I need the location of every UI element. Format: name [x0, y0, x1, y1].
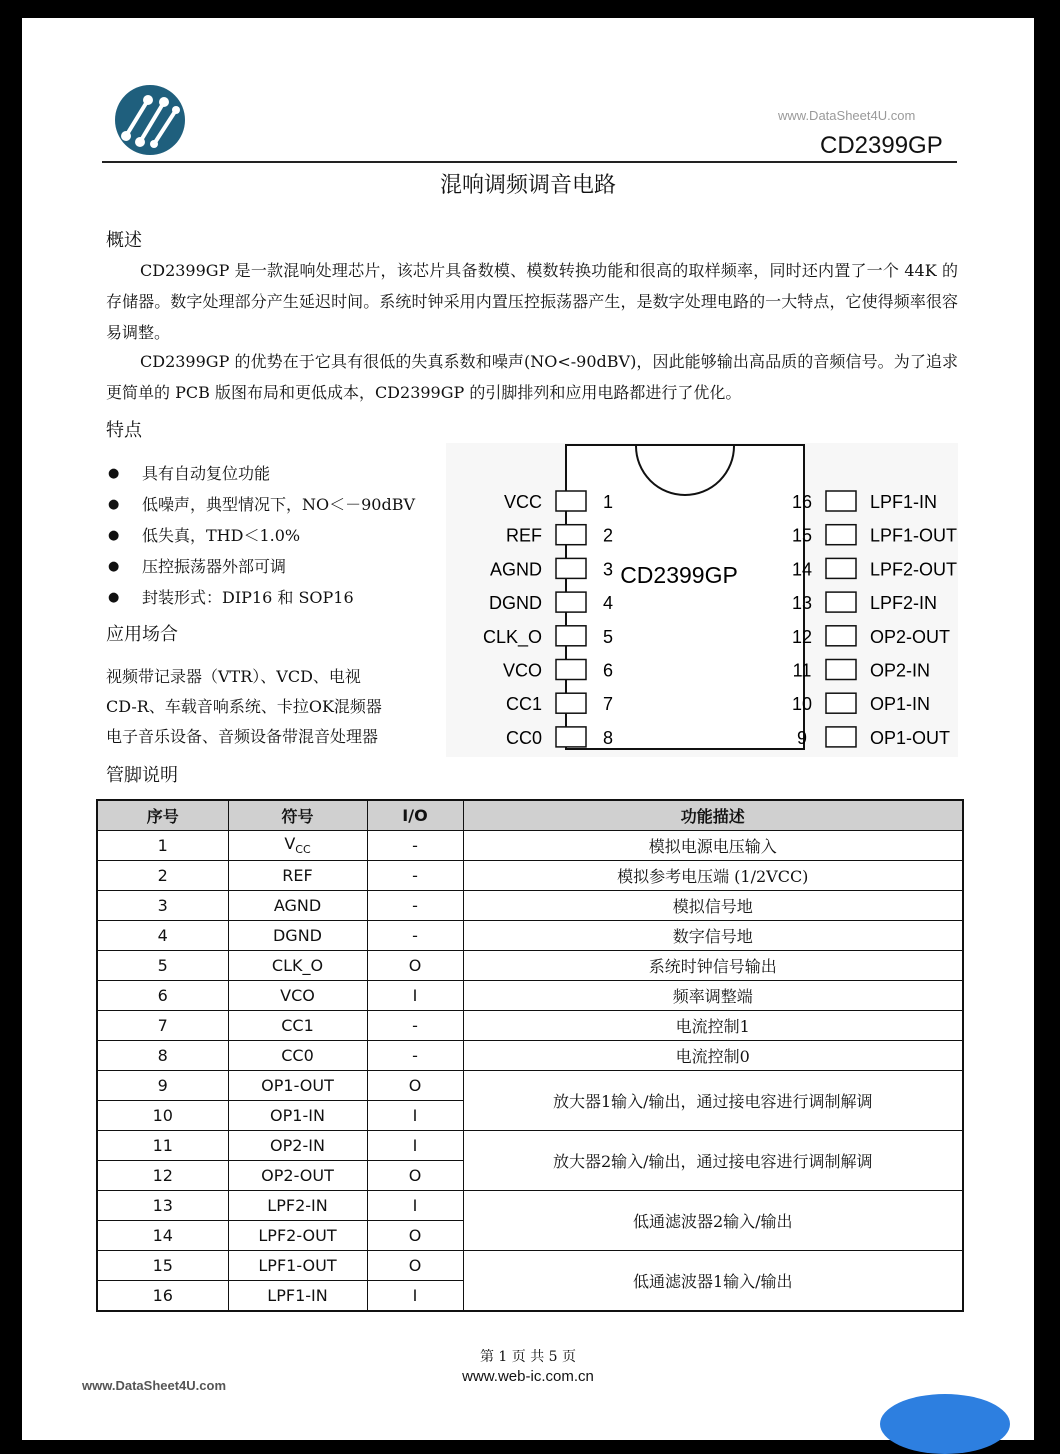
- pin-function-cell: 数字信号地: [463, 921, 963, 951]
- pin-box-right: [826, 592, 856, 612]
- pin-io-cell: I: [367, 1281, 463, 1312]
- pin-number-left: 2: [602, 525, 614, 546]
- pin-number-left: 1: [602, 492, 614, 512]
- overview-paragraph-1: CD2399GP 是一款混响处理芯片，该芯片具备数模、模数转换功能和很高的取样频率，同时还内置了一个 44K 的存储器。数字处理部分产生延迟时间。系统时钟采用内置压控振荡器产生，是数字处理电路的一大特点，它使得频率很容易调整。: [106, 261, 958, 342]
- pin-symbol-cell: [228, 831, 367, 861]
- pin-io-cell: -: [367, 921, 463, 951]
- pin-number-right: 14: [791, 559, 813, 580]
- pin-symbol-cell: [228, 1101, 367, 1131]
- pin-number-cell: 9: [97, 1071, 228, 1101]
- pin-name-left: CLK_O: [482, 626, 542, 647]
- column-header-number: 序号: [97, 800, 228, 831]
- pin-function-cell: 系统时钟信号输出: [463, 951, 963, 981]
- pin-number-cell: 3: [97, 891, 228, 921]
- pin-number-cell: 5: [97, 951, 228, 981]
- table-row: [97, 1071, 963, 1101]
- pin-box-right: [826, 491, 856, 511]
- pin-number-right: 11: [792, 660, 812, 681]
- pin-io-cell: O: [367, 1071, 463, 1101]
- feature-item: ● 封装形式：DIP16 和 SOP16: [108, 582, 448, 613]
- pin-box-left: [556, 660, 586, 680]
- pin-number-cell: 8: [97, 1041, 228, 1071]
- application-line: CD-R、车载音响系统、卡拉OK混频器: [106, 697, 382, 716]
- table-row: [97, 1131, 963, 1161]
- pin-symbol: REF: [282, 866, 313, 885]
- pin-function-cell: 模拟电源电压输入: [463, 831, 963, 861]
- pin-symbol-cell: [228, 1131, 367, 1161]
- pin-symbol: OP2-OUT: [261, 1166, 334, 1185]
- pin-symbol: AGND: [273, 896, 322, 915]
- pin-name-right: OP1-OUT: [870, 727, 951, 748]
- applications-text: [106, 662, 436, 752]
- table-row: [97, 1191, 963, 1221]
- pin-symbol: CLK_O: [271, 956, 324, 975]
- pin-name-left: VCO: [502, 660, 542, 681]
- pinout-diagram: [446, 443, 958, 757]
- pin-number-right: 12: [791, 626, 813, 647]
- feature-item: ● 低噪声，典型情况下，NO＜－90dBV: [108, 489, 448, 520]
- pin-symbol: V: [284, 834, 296, 854]
- pin-symbol-cell: [228, 1071, 367, 1101]
- table-row: [97, 951, 963, 981]
- pin-number-cell: 15: [97, 1251, 228, 1281]
- pin-symbol: CC0: [281, 1046, 314, 1065]
- pin-name-left: CC1: [505, 694, 542, 715]
- floating-overlay-button[interactable]: [880, 1394, 1010, 1454]
- pin-function-cell: 低通滤波器1输入/输出: [463, 1251, 963, 1312]
- datasheet-page: [22, 18, 1034, 1440]
- pin-box-right: [826, 558, 856, 578]
- pin-io-cell: -: [367, 1041, 463, 1071]
- pin-io-cell: -: [367, 891, 463, 921]
- pin-box-right: [826, 727, 856, 747]
- pin-symbol: CC1: [281, 1016, 314, 1035]
- pin-function-cell: 低通滤波器2输入/输出: [463, 1191, 963, 1251]
- pin-description-table: [96, 799, 964, 1312]
- features-heading: 特点: [106, 420, 142, 441]
- footer-url[interactable]: www.web-ic.com.cn: [462, 1368, 594, 1385]
- pin-io-cell: -: [367, 1011, 463, 1041]
- application-line: 视频带记录器（VTR）、VCD、电视: [106, 667, 361, 686]
- pin-box-right: [826, 660, 856, 680]
- pin-number-cell: 12: [97, 1161, 228, 1191]
- footer-watermark: www.DataSheet4U.com: [82, 1378, 227, 1393]
- pin-io-cell: I: [367, 1191, 463, 1221]
- table-row: [97, 1011, 963, 1041]
- pin-number-cell: 10: [97, 1101, 228, 1131]
- pin-number-cell: 4: [97, 921, 228, 951]
- feature-item: ● 低失真，THD＜1.0%: [108, 520, 448, 551]
- pin-number-cell: 16: [97, 1281, 228, 1312]
- pin-name-right: LPF1-IN: [870, 492, 938, 512]
- pin-symbol: DGND: [272, 926, 322, 945]
- pin-io-cell: I: [367, 981, 463, 1011]
- table-row: [97, 861, 963, 891]
- company-logo-icon: [114, 84, 186, 156]
- page-title: 混响调频调音电路: [439, 173, 616, 198]
- table-row: [97, 1041, 963, 1071]
- pin-symbol: OP2-IN: [270, 1136, 325, 1155]
- pin-symbol-subscript: CC: [295, 843, 311, 857]
- pin-name-right: LPF2-OUT: [870, 559, 958, 580]
- pin-symbol: VCO: [280, 986, 315, 1005]
- pin-box-left: [556, 592, 586, 612]
- column-header-symbol: 符号: [228, 800, 367, 831]
- pin-function-cell: 放大器2输入/输出，通过接电容进行调制解调: [463, 1131, 963, 1191]
- pin-number-left: 6: [602, 660, 614, 681]
- pin-function-cell: 模拟参考电压端 (1/2VCC): [463, 861, 963, 891]
- pin-name-right: LPF2-IN: [870, 593, 938, 614]
- pin-symbol-cell: [228, 1251, 367, 1281]
- pin-box-left: [556, 491, 586, 511]
- pin-number-cell: 6: [97, 981, 228, 1011]
- pin-box-right: [826, 626, 856, 646]
- pin-symbol-cell: [228, 1191, 367, 1221]
- pin-symbol: LPF1-IN: [267, 1286, 328, 1305]
- pin-io-cell: O: [367, 951, 463, 981]
- pin-io-cell: O: [367, 1161, 463, 1191]
- feature-item: ● 压控振荡器外部可调: [108, 551, 448, 582]
- pin-number-left: 3: [602, 559, 614, 580]
- pin-symbol: OP1-IN: [270, 1106, 325, 1125]
- pin-number-cell: 2: [97, 861, 228, 891]
- pin-function-cell: 模拟信号地: [463, 891, 963, 921]
- pin-box-right: [826, 693, 856, 713]
- pin-io-cell: -: [367, 831, 463, 861]
- pin-symbol: LPF2-OUT: [258, 1226, 337, 1245]
- pin-symbol-cell: [228, 951, 367, 981]
- features-list: [108, 458, 448, 613]
- pin-number-cell: 13: [97, 1191, 228, 1221]
- pin-symbol-cell: [228, 861, 367, 891]
- column-header-function: 功能描述: [463, 800, 963, 831]
- header-divider: [102, 161, 957, 163]
- pin-number-left: 7: [602, 694, 614, 715]
- table-row: [97, 981, 963, 1011]
- pin-number-left: 8: [602, 727, 614, 748]
- pin-symbol-cell: [228, 1161, 367, 1191]
- pin-table-body: [97, 831, 963, 1312]
- pin-symbol-cell: [228, 1041, 367, 1071]
- pin-number-left: 5: [602, 626, 614, 647]
- overview-heading: 概述: [106, 230, 142, 251]
- pin-symbol-cell: [228, 1281, 367, 1312]
- pin-table-heading: 管脚说明: [106, 765, 178, 786]
- page-number: 第 1 页 共 5 页: [479, 1349, 577, 1365]
- pin-symbol-cell: [228, 1011, 367, 1041]
- pin-number-left: 4: [602, 593, 614, 614]
- pin-number-right: 13: [791, 593, 813, 614]
- pin-symbol: LPF1-OUT: [258, 1256, 337, 1275]
- pin-number-right: 10: [791, 694, 813, 715]
- applications-heading: 应用场合: [106, 624, 178, 645]
- pin-name-left: AGND: [489, 559, 542, 580]
- header-watermark: www.DataSheet4U.com: [778, 108, 916, 123]
- pin-symbol-cell: [228, 981, 367, 1011]
- table-row: [97, 891, 963, 921]
- pin-name-right: OP2-OUT: [870, 626, 951, 647]
- pin-io-cell: I: [367, 1131, 463, 1161]
- pin-name-right: OP1-IN: [870, 694, 931, 715]
- pin-io-cell: O: [367, 1221, 463, 1251]
- feature-item: ● 具有自动复位功能: [108, 458, 448, 489]
- table-row: [97, 921, 963, 951]
- pin-name-left: DGND: [489, 593, 542, 614]
- pin-symbol-cell: [228, 1221, 367, 1251]
- pin-name-right: OP2-IN: [870, 660, 931, 681]
- overview-paragraph-2: CD2399GP 的优势在于它具有很低的失真系数和噪声(NO<-90dBV)，因此能够输出高品质的音频信号。为了追求更简单的 PCB 版图布局和更低成本，CD2399GP 的引脚排列和应用电路都进行了优化。: [106, 352, 958, 402]
- pin-name-left: REF: [506, 525, 542, 546]
- pin-number-right: 9: [796, 727, 808, 748]
- table-row: [97, 831, 963, 861]
- pin-box-left: [556, 693, 586, 713]
- pin-name-left: CC0: [505, 727, 542, 748]
- chip-label: CD2399GP: [620, 562, 738, 588]
- part-number: CD2399GP: [820, 132, 943, 159]
- application-line: 电子音乐设备、音频设备带混音处理器: [106, 727, 379, 746]
- pin-symbol: OP1-OUT: [261, 1076, 334, 1095]
- pin-io-cell: O: [367, 1251, 463, 1281]
- pin-box-left: [556, 558, 586, 578]
- pin-name-left: VCC: [503, 492, 542, 512]
- pin-number-right: 16: [791, 492, 813, 512]
- pin-box-left: [556, 727, 586, 747]
- pin-symbol-cell: [228, 921, 367, 951]
- pin-box-left: [556, 525, 586, 545]
- pin-box-right: [826, 525, 856, 545]
- pin-name-right: LPF1-OUT: [870, 525, 958, 546]
- pin-function-cell: 电流控制0: [463, 1041, 963, 1071]
- pin-number-cell: 14: [97, 1221, 228, 1251]
- pin-function-cell: 电流控制1: [463, 1011, 963, 1041]
- pin-symbol: LPF2-IN: [267, 1196, 328, 1215]
- column-header-io: I/O: [367, 800, 463, 831]
- pin-io-cell: -: [367, 861, 463, 891]
- pin-function-cell: 放大器1输入/输出，通过接电容进行调制解调: [463, 1071, 963, 1131]
- pin-number-cell: 7: [97, 1011, 228, 1041]
- pin-number-cell: 1: [97, 831, 228, 861]
- pin-function-cell: 频率调整端: [463, 981, 963, 1011]
- pin-box-left: [556, 626, 586, 646]
- pin-io-cell: I: [367, 1101, 463, 1131]
- table-row: [97, 1251, 963, 1281]
- pin-number-cell: 11: [97, 1131, 228, 1161]
- pin-number-right: 15: [791, 525, 813, 546]
- pin-symbol-cell: [228, 891, 367, 921]
